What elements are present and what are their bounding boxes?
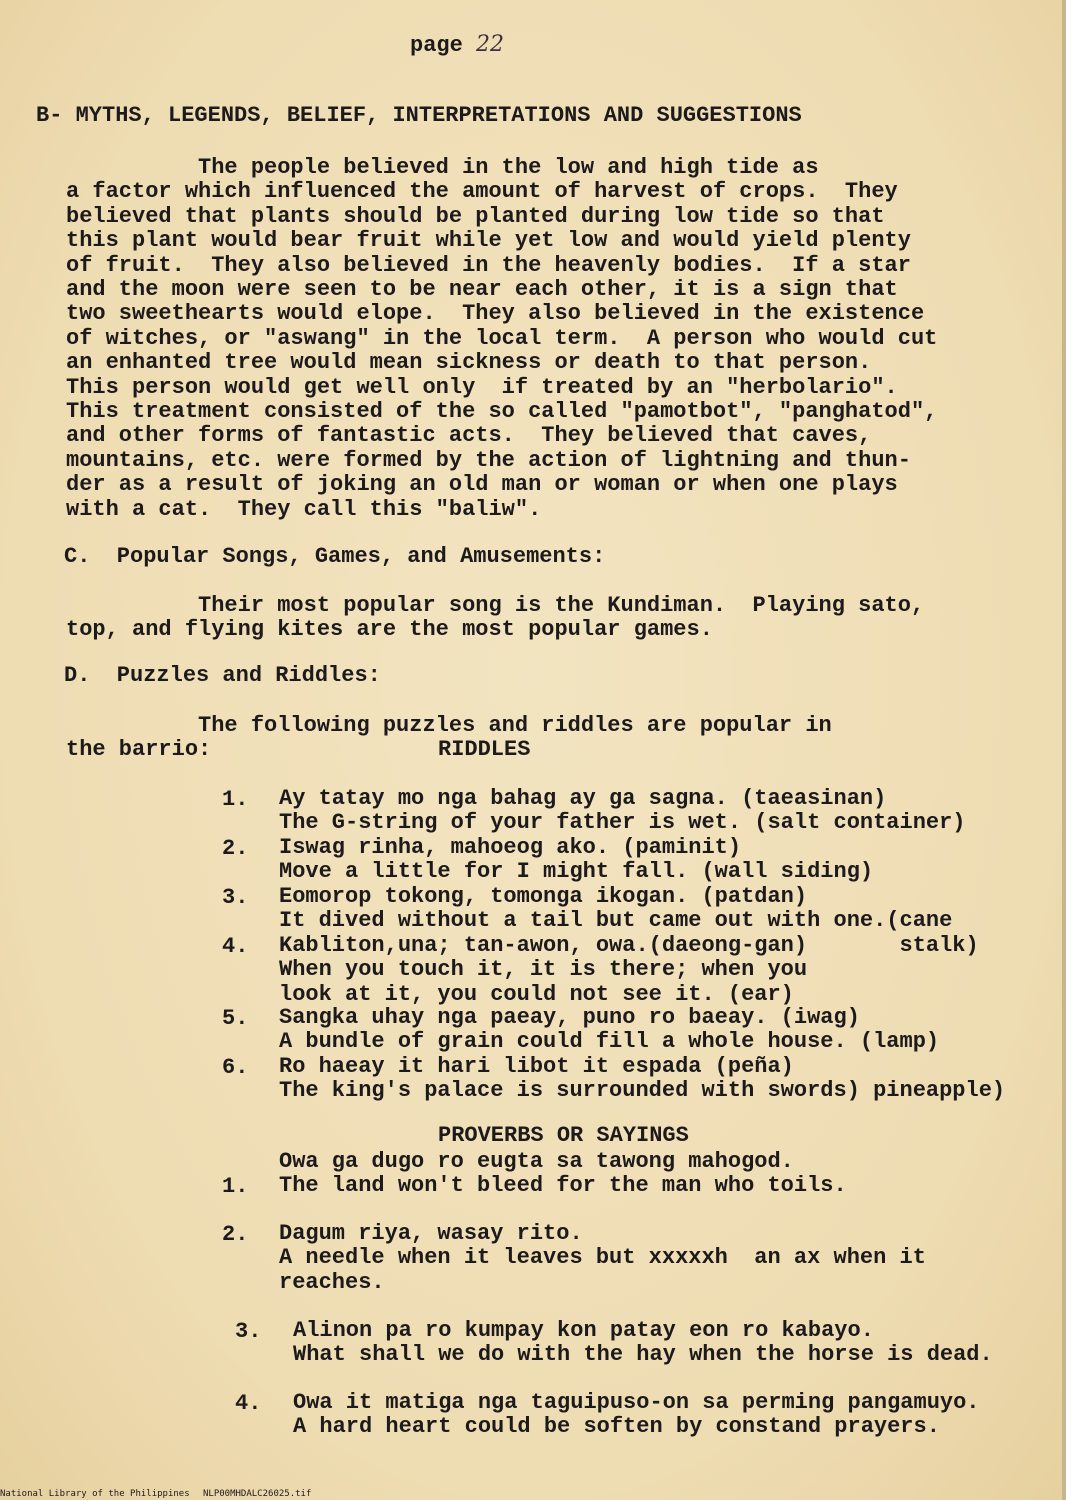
page-edge: [1062, 0, 1066, 1500]
paragraph-line: The following puzzles and riddles are popular in: [66, 713, 832, 738]
paragraph-line: of witches, or "aswang" in the local term. A person who would cut: [66, 325, 938, 351]
proverb-translation: A hard heart could be soften by constand prayers.: [293, 1414, 940, 1440]
proverb-text: Alinon pa ro kumpay kon patay eon ro kabayo.: [293, 1318, 874, 1343]
proverb-number: 4.: [235, 1391, 262, 1416]
riddle-translation: The G-string of your father is wet. (salt container): [279, 810, 966, 836]
paragraph-line: This person would get well only if treated by an "herbolario".: [66, 374, 898, 400]
riddle-text: Sangka uhay nga paeay, puno ro baeay. (iwag): [279, 1005, 860, 1030]
page-number: [410, 32, 504, 58]
proverb-translation: What shall we do with the hay when the horse is dead.: [293, 1342, 993, 1368]
paragraph-line: believed that plants should be planted during low tide so that: [66, 203, 885, 229]
paragraph-line: top, and flying kites are the most popular games.: [66, 617, 713, 643]
riddle-translation: When you touch it, it is there; when you: [279, 957, 808, 983]
proverb-translation: The land won't bleed for the man who toils.: [279, 1173, 847, 1199]
handwritten-page-number: 22: [476, 32, 505, 57]
footer-library: National Library of the Philippines: [0, 1489, 190, 1499]
section-c-heading: C. Popular Songs, Games, and Amusements:: [64, 544, 606, 569]
riddle-text: Kabliton,una; tan-awon, owa.(daeong-gan) stalk): [279, 933, 979, 958]
riddle-translation: Move a little for I might fall. (wall siding): [279, 859, 874, 885]
paragraph-line: this plant would bear fruit while yet low and would yield plenty: [66, 228, 911, 254]
riddle-number: 1.: [222, 787, 249, 812]
paragraph-line: This treatment consisted of the so called "pamotbot", "panghatod",: [66, 399, 938, 424]
paragraph-line: of fruit. They also believed in the heavenly bodies. If a star: [66, 252, 911, 278]
riddle-translation: A bundle of grain could fill a whole house. (lamp): [279, 1029, 940, 1055]
riddle-text: Iswag rinha, mahoeog ako. (paminit): [279, 835, 742, 860]
proverb-number: 2.: [222, 1222, 249, 1247]
page-label: page: [410, 33, 463, 58]
riddles-title: RIDDLES: [438, 737, 531, 762]
riddle-text: Ro haeay it hari libot it espada (peña): [279, 1054, 794, 1079]
riddle-text: Eomorop tokong, tomonga ikogan. (patdan): [279, 884, 808, 909]
paragraph-line: an enhanted tree would mean sickness or death to that person.: [66, 350, 872, 376]
riddle-number: 4.: [222, 934, 249, 959]
proverbs-title: PROVERBS OR SAYINGS: [438, 1123, 689, 1148]
riddle-translation: It dived without a tail but came out with one.(cane: [279, 908, 953, 934]
riddle-translation: The king's palace is surrounded with swords) pineapple): [279, 1078, 1006, 1104]
paragraph-line: and the moon were seen to be near each other, it is a sign that: [66, 277, 898, 302]
paragraph-line: a factor which influenced the amount of harvest of crops. They: [66, 179, 898, 205]
section-b-heading: B- MYTHS, LEGENDS, BELIEF, INTERPRETATIONS AND SUGGESTIONS: [36, 103, 802, 128]
proverb-number: 3.: [235, 1319, 262, 1344]
riddle-number: 5.: [222, 1006, 249, 1031]
paragraph-line: two sweethearts would elope. They also believed in the existence: [66, 301, 925, 327]
paragraph-line: with a cat. They call this "baliw".: [66, 496, 542, 522]
paragraph-line: the barrio:: [66, 737, 212, 763]
paragraph-line: Their most popular song is the Kundiman. Playing sato,: [66, 593, 925, 618]
proverb-text: Owa ga dugo ro eugta sa tawong mahogod.: [279, 1149, 794, 1174]
riddle-translation: look at it, you could not see it. (ear): [279, 981, 794, 1007]
proverb-number: 1.: [222, 1174, 249, 1199]
proverb-translation: reaches.: [279, 1269, 385, 1295]
paragraph-line: mountains, etc. were formed by the action of lightning and thun-: [66, 447, 911, 473]
proverb-translation: A needle when it leaves but xxxxxh an ax when it: [279, 1245, 926, 1271]
paragraph-line: and other forms of fantastic acts. They believed that caves,: [66, 423, 872, 449]
riddle-number: 3.: [222, 885, 249, 910]
paragraph-line: The people believed in the low and high tide as: [66, 155, 819, 180]
footer-file: NLP00MHDALC26025.tif: [203, 1489, 312, 1499]
paragraph-line: der as a result of joking an old man or woman or when one plays: [66, 472, 898, 498]
section-d-heading: D. Puzzles and Riddles:: [64, 663, 381, 688]
riddle-number: 2.: [222, 836, 249, 861]
proverb-text: Owa it matiga nga taguipuso-on sa perming pangamuyo.: [293, 1390, 980, 1415]
riddle-text: Ay tatay mo nga bahag ay ga sagna. (taeasinan): [279, 786, 887, 811]
riddle-number: 6.: [222, 1055, 249, 1080]
proverb-text: Dagum riya, wasay rito.: [279, 1221, 583, 1246]
